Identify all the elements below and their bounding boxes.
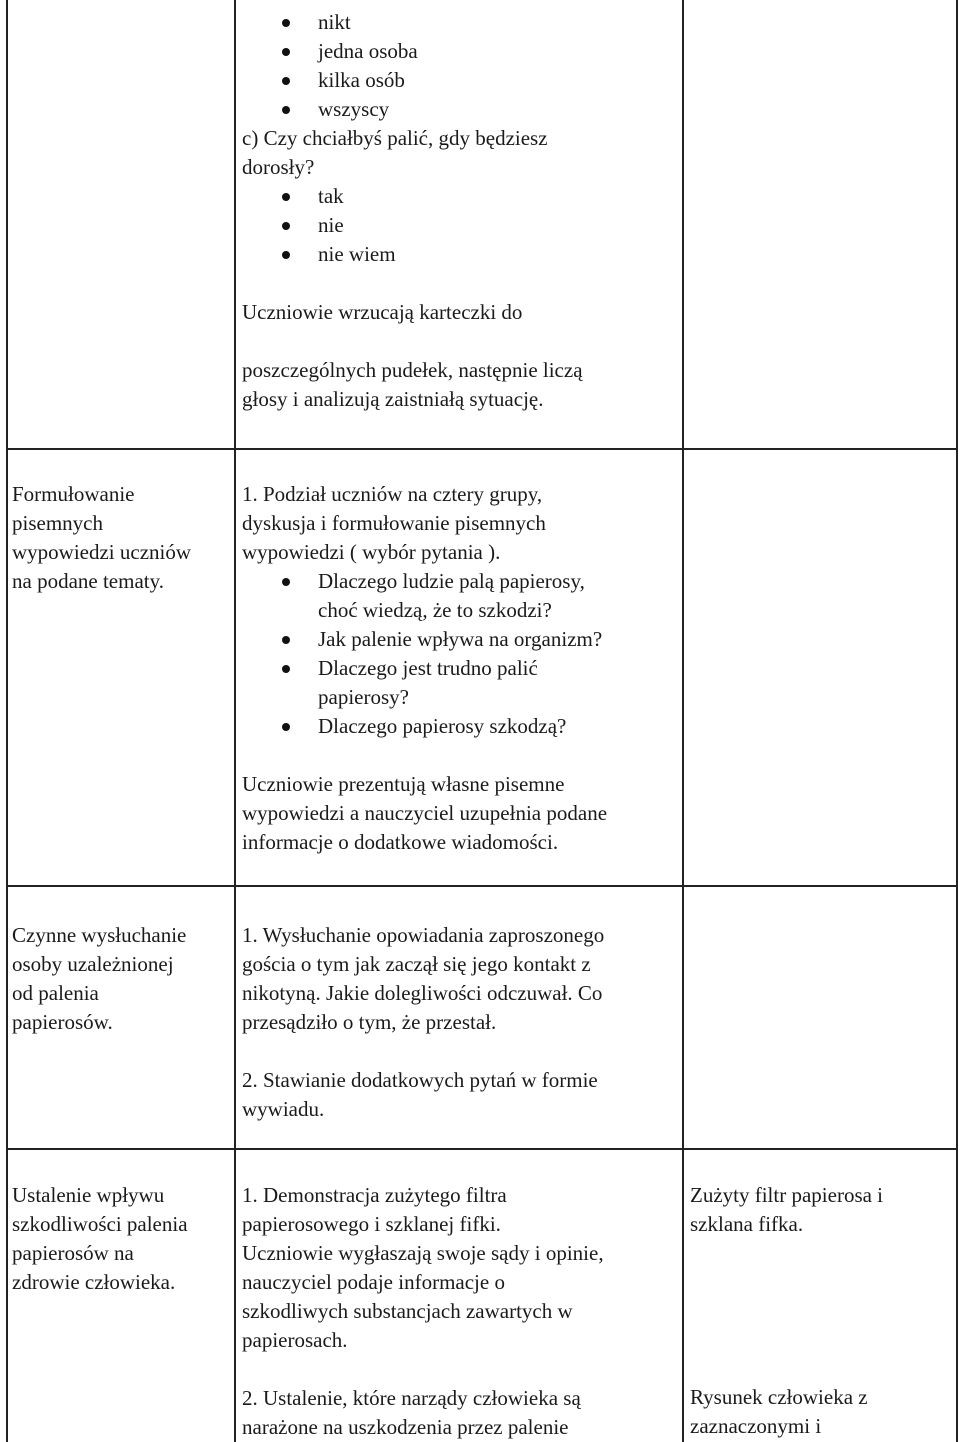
stage-title-line: Ustalenie wpływu [12, 1183, 165, 1207]
row2-col1 [12, 480, 230, 596]
paragraph-line: szkodliwych substancjach zawartych w [242, 1299, 573, 1323]
stage-title-line: od palenia [12, 981, 99, 1005]
row4-col3-second [690, 1383, 952, 1441]
list-item: tak [0, 182, 678, 211]
list-item: nie [0, 211, 678, 240]
paragraph-line: wypowiedzi ( wybór pytania ). [242, 540, 501, 564]
paragraph-line: dyskusja i formułowanie pisemnych [242, 511, 546, 535]
row-divider-2 [6, 885, 958, 887]
row1-col2 [242, 8, 678, 414]
bullet-icon [282, 106, 290, 114]
paragraph-line: głosy i analizują zaistniałą sytuację. [242, 387, 544, 411]
materials-line: Rysunek człowieka z [690, 1385, 868, 1409]
paragraph-line: papierosach. [242, 1328, 348, 1352]
bullet-icon [282, 578, 290, 586]
row-divider-3 [6, 1148, 958, 1150]
stage-title-line: papierosów. [12, 1010, 113, 1034]
bullet-icon [282, 251, 290, 259]
table-border-right [956, 0, 958, 1442]
materials-line: Zużyty filtr papierosa i [690, 1183, 884, 1207]
paragraph-line: gościa o tym jak zaczął się jego kontakt z [242, 952, 591, 976]
list-item: kilka osób [0, 66, 678, 95]
row4-col3 [690, 1181, 952, 1239]
bullet-icon [282, 222, 290, 230]
stage-title-line: na podane tematy. [12, 569, 164, 593]
paragraph-line: papierosowego i szklanej fifki. [242, 1212, 501, 1236]
paragraph-line: 1. Wysłuchanie opowiadania zaproszonego [242, 923, 605, 947]
list-item: nikt [0, 8, 678, 37]
answer-options-list [0, 8, 678, 124]
paragraph-line: 1. Podział uczniów na cztery grupy, [242, 482, 543, 506]
list-item: Dlaczego papierosy szkodzą? [242, 712, 678, 741]
bullet-icon [282, 19, 290, 27]
list-item: jedna osoba [0, 37, 678, 66]
stage-title-line: szkodliwości palenia [12, 1212, 188, 1236]
list-item: Jak palenie wpływa na organizm? [242, 625, 678, 654]
bullet-icon [282, 665, 290, 673]
stage-title-line: pisemnych [12, 511, 103, 535]
paragraph-line: narażone na uszkodzenia przez palenie [242, 1415, 569, 1439]
column-divider-2 [682, 0, 684, 1442]
stage-title-line: wypowiedzi uczniów [12, 540, 192, 564]
list-item: Dlaczego ludzie palą papierosy, choć wiedzą, że to szkodzi? [242, 567, 678, 625]
materials-line: szklana fifka. [690, 1212, 804, 1236]
question-c-line1: c) Czy chciałbyś palić, gdy będziesz [242, 126, 548, 150]
bullet-icon [282, 48, 290, 56]
list-item: Dlaczego jest trudno palić papierosy? [242, 654, 678, 712]
list-item: wszyscy [0, 95, 678, 124]
paragraph-line: Uczniowie wrzucają karteczki do [242, 300, 523, 324]
row4-col2 [242, 1181, 678, 1442]
row3-col2 [242, 921, 678, 1124]
stage-title-line: papierosów na [12, 1241, 134, 1265]
paragraph-line: 1. Demonstracja zużytego filtra [242, 1183, 507, 1207]
row3-col1 [12, 921, 230, 1037]
bullet-icon [282, 193, 290, 201]
paragraph-line: 2. Ustalenie, które narządy człowieka są [242, 1386, 581, 1410]
paragraph-line: przesądziło o tym, że przestał. [242, 1010, 497, 1034]
paragraph-line: Uczniowie wygłaszają swoje sądy i opinie, [242, 1241, 604, 1265]
paragraph-line: poszczególnych pudełek, następnie liczą [242, 358, 583, 382]
bullet-icon [282, 636, 290, 644]
stage-title-line: osoby uzależnionej [12, 952, 174, 976]
paragraph-line: nauczyciel podaje informacje o [242, 1270, 505, 1294]
question-c-line2: dorosły? [242, 155, 315, 179]
stage-title-line: Czynne wysłuchanie [12, 923, 187, 947]
paragraph-line: wypowiedzi a nauczyciel uzupełnia podane [242, 801, 608, 825]
materials-line: zaznaczonymi i [690, 1414, 822, 1438]
paragraph-line: nikotyną. Jakie dolegliwości odczuwał. Co [242, 981, 603, 1005]
stage-title-line: Formułowanie [12, 482, 135, 506]
stage-title-line: zdrowie człowieka. [12, 1270, 176, 1294]
bullet-icon [282, 77, 290, 85]
paragraph-line: informacje o dodatkowe wiadomości. [242, 830, 559, 854]
discussion-questions-list [242, 567, 678, 741]
list-item: nie wiem [0, 240, 678, 269]
paragraph-line: wywiadu. [242, 1097, 325, 1121]
paragraph-line: Uczniowie prezentują własne pisemne [242, 772, 565, 796]
row2-col2 [242, 480, 678, 857]
row4-col1 [12, 1181, 230, 1297]
answer-options-list-c [0, 182, 678, 269]
paragraph-line: 2. Stawianie dodatkowych pytań w formie [242, 1068, 598, 1092]
row-divider-1 [6, 448, 958, 450]
bullet-icon [282, 723, 290, 731]
